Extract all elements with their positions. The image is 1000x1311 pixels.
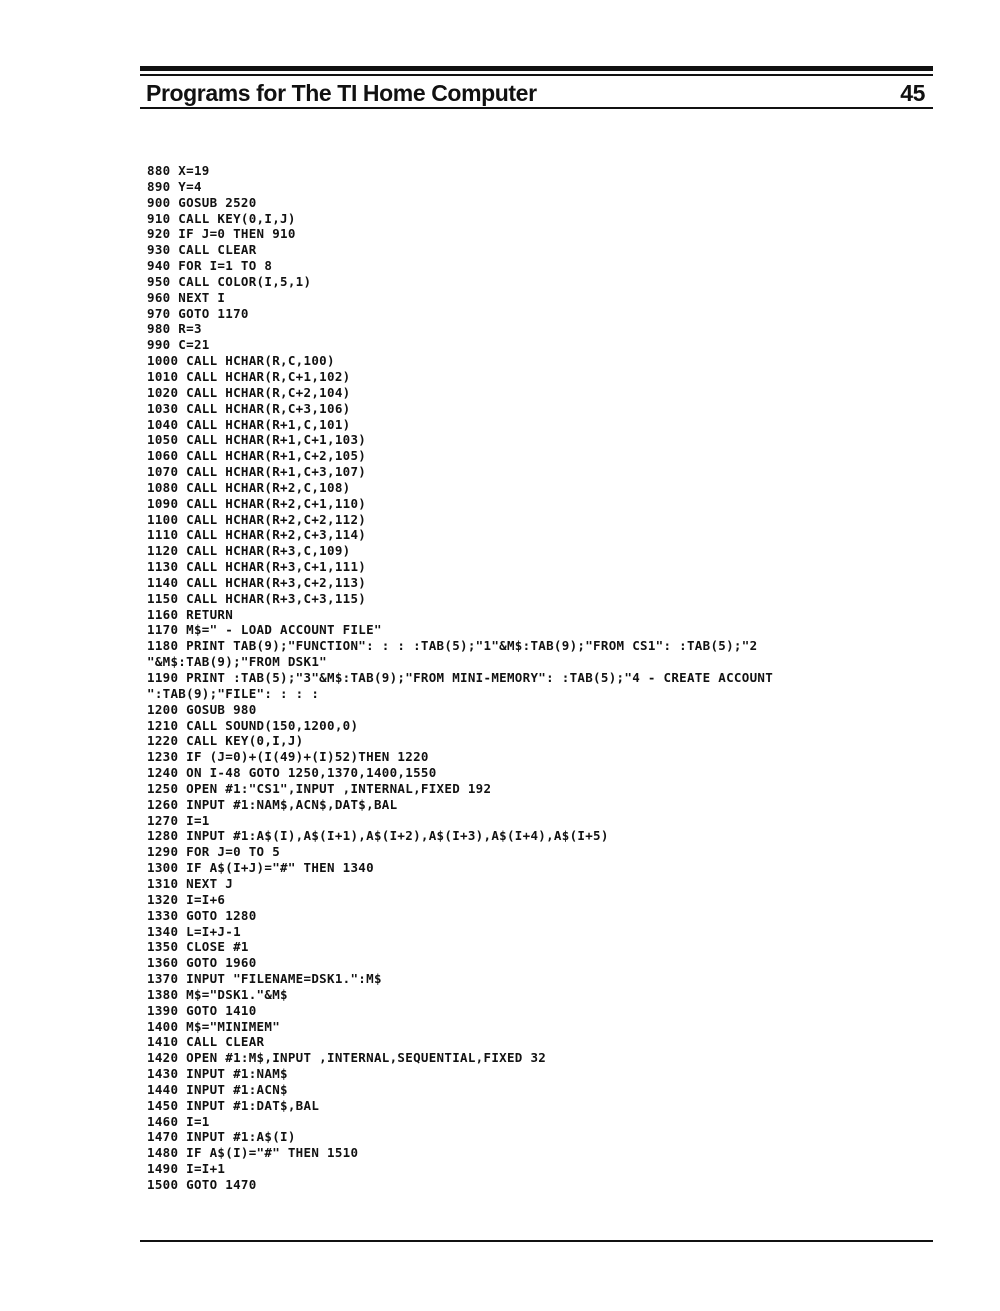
code-line: 1070 CALL HCHAR(R+1,C+3,107) [147, 464, 367, 480]
code-line: 1320 I=I+6 [147, 891, 226, 907]
code-line: 1410 CALL CLEAR [147, 1034, 265, 1050]
code-line: 1130 CALL HCHAR(R+3,C+1,111) [147, 559, 367, 575]
code-line: 900 GOSUB 2520 [147, 194, 257, 210]
code-line: "&M$:TAB(9);"FROM DSK1" [147, 654, 327, 670]
header-underline [140, 107, 933, 109]
code-line: 1060 CALL HCHAR(R+1,C+2,105) [147, 448, 367, 464]
code-line: 1380 M$="DSK1."&M$ [147, 986, 288, 1002]
code-line: 1040 CALL HCHAR(R+1,C,101) [147, 416, 351, 432]
code-line: 1360 GOTO 1960 [147, 955, 257, 971]
code-line: 1160 RETURN [147, 606, 234, 622]
code-line: 1390 GOTO 1410 [147, 1002, 257, 1018]
code-line: 950 CALL COLOR(I,5,1) [147, 273, 312, 289]
header-top-rule-thin [140, 74, 933, 76]
code-line: 880 X=19 [147, 163, 210, 178]
code-line: 1290 FOR J=0 TO 5 [147, 844, 281, 860]
code-line: 1500 GOTO 1470 [147, 1177, 257, 1192]
code-line: 990 C=21 [147, 337, 210, 353]
code-line: 1100 CALL HCHAR(R+2,C+2,112) [147, 511, 367, 527]
code-line: 1430 INPUT #1:NAM$ [147, 1066, 288, 1082]
code-line: 1250 OPEN #1:"CS1",INPUT ,INTERNAL,FIXED 192 [147, 780, 492, 796]
code-line: 1230 IF (J=0)+(I(49)+(I)52)THEN 1220 [147, 749, 429, 765]
code-line: 890 Y=4 [147, 178, 202, 194]
code-line: 1170 M$=" - LOAD ACCOUNT FILE" [147, 622, 382, 638]
code-line: 1280 INPUT #1:A$(I),A$(I+1),A$(I+2),A$(I+3),A$(I+4),A$(I+5) [147, 828, 609, 844]
code-line: 1000 CALL HCHAR(R,C,100) [147, 353, 335, 369]
code-line: 1220 CALL KEY(0,I,J) [147, 733, 304, 749]
code-line: 1340 L=I+J-1 [147, 923, 241, 939]
code-line: 1020 CALL HCHAR(R,C+2,104) [147, 384, 351, 400]
code-line: 1140 CALL HCHAR(R+3,C+2,113) [147, 574, 367, 590]
code-line: 970 GOTO 1170 [147, 305, 249, 321]
page-number: 45 [900, 80, 925, 106]
code-line: 1420 OPEN #1:M$,INPUT ,INTERNAL,SEQUENTIAL,FIXED 32 [147, 1050, 547, 1066]
code-line: 1010 CALL HCHAR(R,C+1,102) [147, 368, 351, 384]
code-line: 1370 INPUT "FILENAME=DSK1.":M$ [147, 971, 382, 987]
code-line: 910 CALL KEY(0,I,J) [147, 210, 296, 226]
header-top-rule [140, 66, 933, 71]
page-header [146, 77, 925, 109]
page-title: Programs for The TI Home Computer [146, 80, 537, 106]
code-line: 1200 GOSUB 980 [147, 701, 257, 717]
code-line: 1400 M$="MINIMEM" [147, 1018, 281, 1034]
code-line: 1180 PRINT TAB(9);"FUNCTION": : : :TAB(5);"1"&M$:TAB(9);"FROM CS1": :TAB(5);"2 [147, 638, 758, 654]
code-line: 960 NEXT I [147, 289, 226, 305]
code-line: 1030 CALL HCHAR(R,C+3,106) [147, 400, 351, 416]
code-line: 940 FOR I=1 TO 8 [147, 258, 273, 274]
code-line: 1120 CALL HCHAR(R+3,C,109) [147, 543, 351, 559]
code-line: 1050 CALL HCHAR(R+1,C+1,103) [147, 432, 367, 448]
code-line: 1190 PRINT :TAB(5);"3"&M$:TAB(9);"FROM MINI-MEMORY": :TAB(5);"4 - CREATE ACCOUNT [147, 670, 774, 685]
code-line: 1110 CALL HCHAR(R+2,C+3,114) [147, 527, 367, 543]
code-line: 980 R=3 [147, 321, 202, 337]
code-line: 1330 GOTO 1280 [147, 907, 257, 923]
code-line: 1090 CALL HCHAR(R+2,C+1,110) [147, 495, 367, 511]
code-line: 1440 INPUT #1:ACN$ [147, 1081, 288, 1097]
code-line: 1350 CLOSE #1 [147, 939, 249, 955]
code-line: 1450 INPUT #1:DAT$,BAL [147, 1097, 320, 1113]
code-line: 1300 IF A$(I+J)="#" THEN 1340 [147, 860, 374, 876]
program-listing [147, 163, 937, 1193]
code-line: 920 IF J=0 THEN 910 [147, 226, 296, 242]
code-line: 1260 INPUT #1:NAM$,ACN$,DAT$,BAL [147, 796, 398, 812]
code-line: 1240 ON I-48 GOTO 1250,1370,1400,1550 [147, 765, 437, 781]
code-line: 1150 CALL HCHAR(R+3,C+3,115) [147, 590, 367, 606]
code-line: ":TAB(9);"FILE": : : : [147, 685, 320, 701]
code-line: 1080 CALL HCHAR(R+2,C,108) [147, 479, 351, 495]
code-line: 1310 NEXT J [147, 875, 234, 891]
code-line: 1460 I=1 [147, 1113, 210, 1129]
code-line: 1490 I=I+1 [147, 1161, 226, 1177]
footer-rule [140, 1240, 933, 1242]
code-line: 930 CALL CLEAR [147, 242, 257, 258]
code-line: 1270 I=1 [147, 812, 210, 828]
code-line: 1210 CALL SOUND(150,1200,0) [147, 717, 359, 733]
code-line: 1480 IF A$(I)="#" THEN 1510 [147, 1145, 359, 1161]
code-line: 1470 INPUT #1:A$(I) [147, 1129, 296, 1145]
